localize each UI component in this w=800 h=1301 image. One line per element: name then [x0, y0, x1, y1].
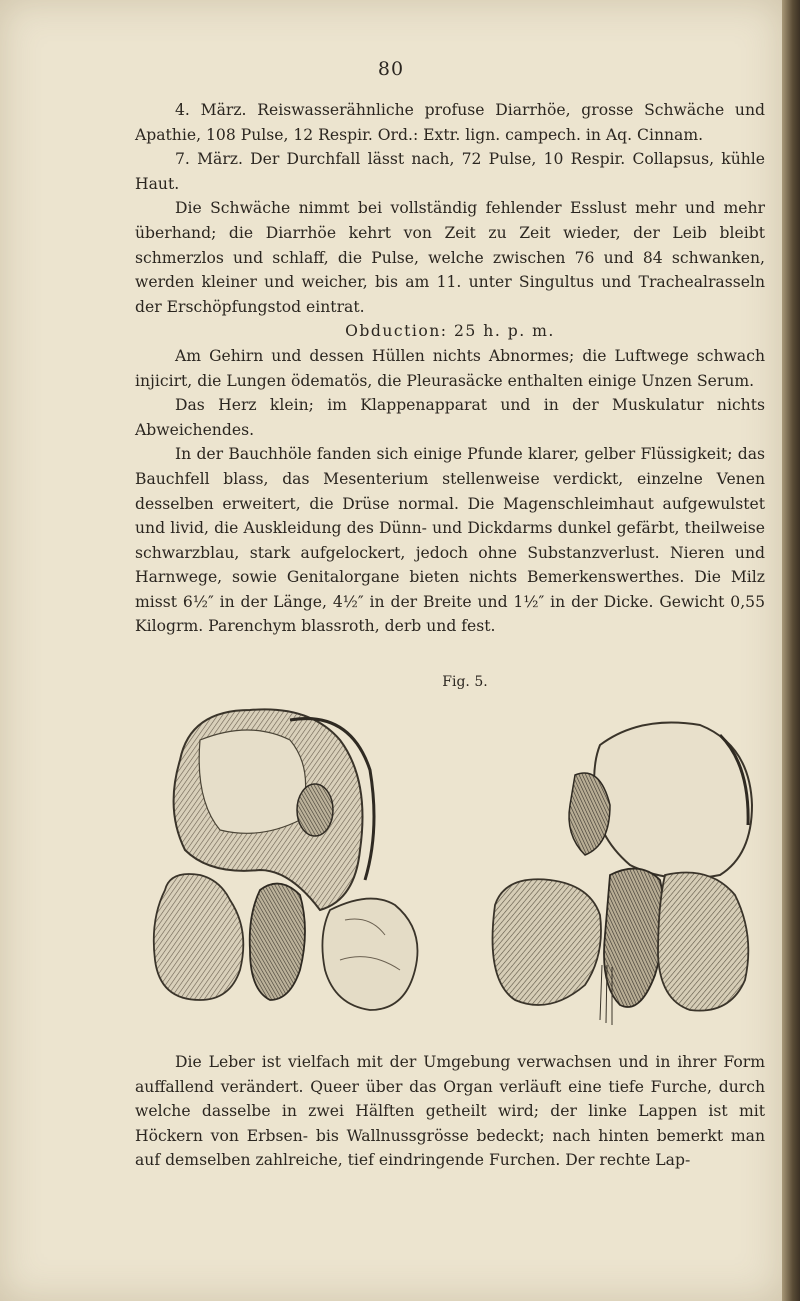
obduction-heading: Obduction: 25 h. p. m. [345, 322, 555, 341]
body-text-top [135, 98, 765, 639]
paragraph-liver: Die Leber ist vielfach mit der Umgebung verwachsen und in ihrer Form auffallend verändert. Queer über das Organ verläuft eine tiefe Furche, durch welche dasselbe in zwei Hälften getheilt wird; der linke Lappen ist mit Höckern von Erbsen- bis Wallnussgrösse bedeckt; nach hinten bemerkt man auf demselben zahlreiche, tief eindringende Furchen. Der rechte Lap- [135, 1053, 765, 1170]
paragraph-weakness: Die Schwäche nimmt bei vollständig fehlender Esslust mehr und mehr überhand; die Diarrhöe kehrt von Zeit zu Zeit wieder, der Leib bleibt schmerzlos und schlaff, die Pulse, welche zwischen 76 und 84 schwanken, werden kleiner und weicher, bis am 11. unter Singultus und Trachealrasseln der Erschöpfungstod eintrat. [135, 199, 765, 316]
paragraph-abdomen: In der Bauchhöle fanden sich einige Pfunde klarer, gelber Flüssigkeit; das Bauchfell blass, das Mesenterium stellenweise verdickt, einzelne Venen desselben erweitert, die Drüse normal. Die Magenschleimhaut aufgewulstet und livid, die Auskleidung des Dünn- und Dickdarms dunkel gefärbt, theilweise schwarzblau, stark aufgelockert, jedoch ohne Substanzverlust. Nieren und Harnwege, sowie Genitalorgane bieten nichts Bemerkenswerthes. Die Milz misst 6½″ in der Länge, 4½″ in der Breite und 1½″ in der Dicke. Gewicht 0,55 Kilogrm. Parenchym blassroth, derb und fest. [135, 445, 765, 636]
paragraph-brain: Am Gehirn und dessen Hüllen nichts Abnormes; die Luftwege schwach injicirt, die Lungen ödematös, die Pleurasäcke enthalten einige Unzen Serum. [135, 346, 765, 390]
page-number: 80 [377, 58, 405, 80]
liver-illustration-left [140, 700, 440, 1030]
figure-label: Fig. 5. [442, 674, 488, 690]
paragraph-march-4: 4. März. Reiswasserähnliche profuse Diarrhöe, grosse Schwäche und Apathie, 108 Pulse, 12 Respir. Ord.: Extr. lign. campech. in Aq. Cinnam. [135, 101, 765, 144]
paragraph-march-7: 7. März. Der Durchfall lässt nach, 72 Pulse, 10 Respir. Collapsus, kühle Haut. [135, 150, 765, 193]
body-text-bottom [135, 1050, 765, 1173]
paragraph-heart: Das Herz klein; im Klappenapparat und in der Muskulatur nichts Abweichendes. [135, 396, 765, 439]
liver-illustration-right [480, 705, 770, 1035]
page-edge [782, 0, 800, 1301]
